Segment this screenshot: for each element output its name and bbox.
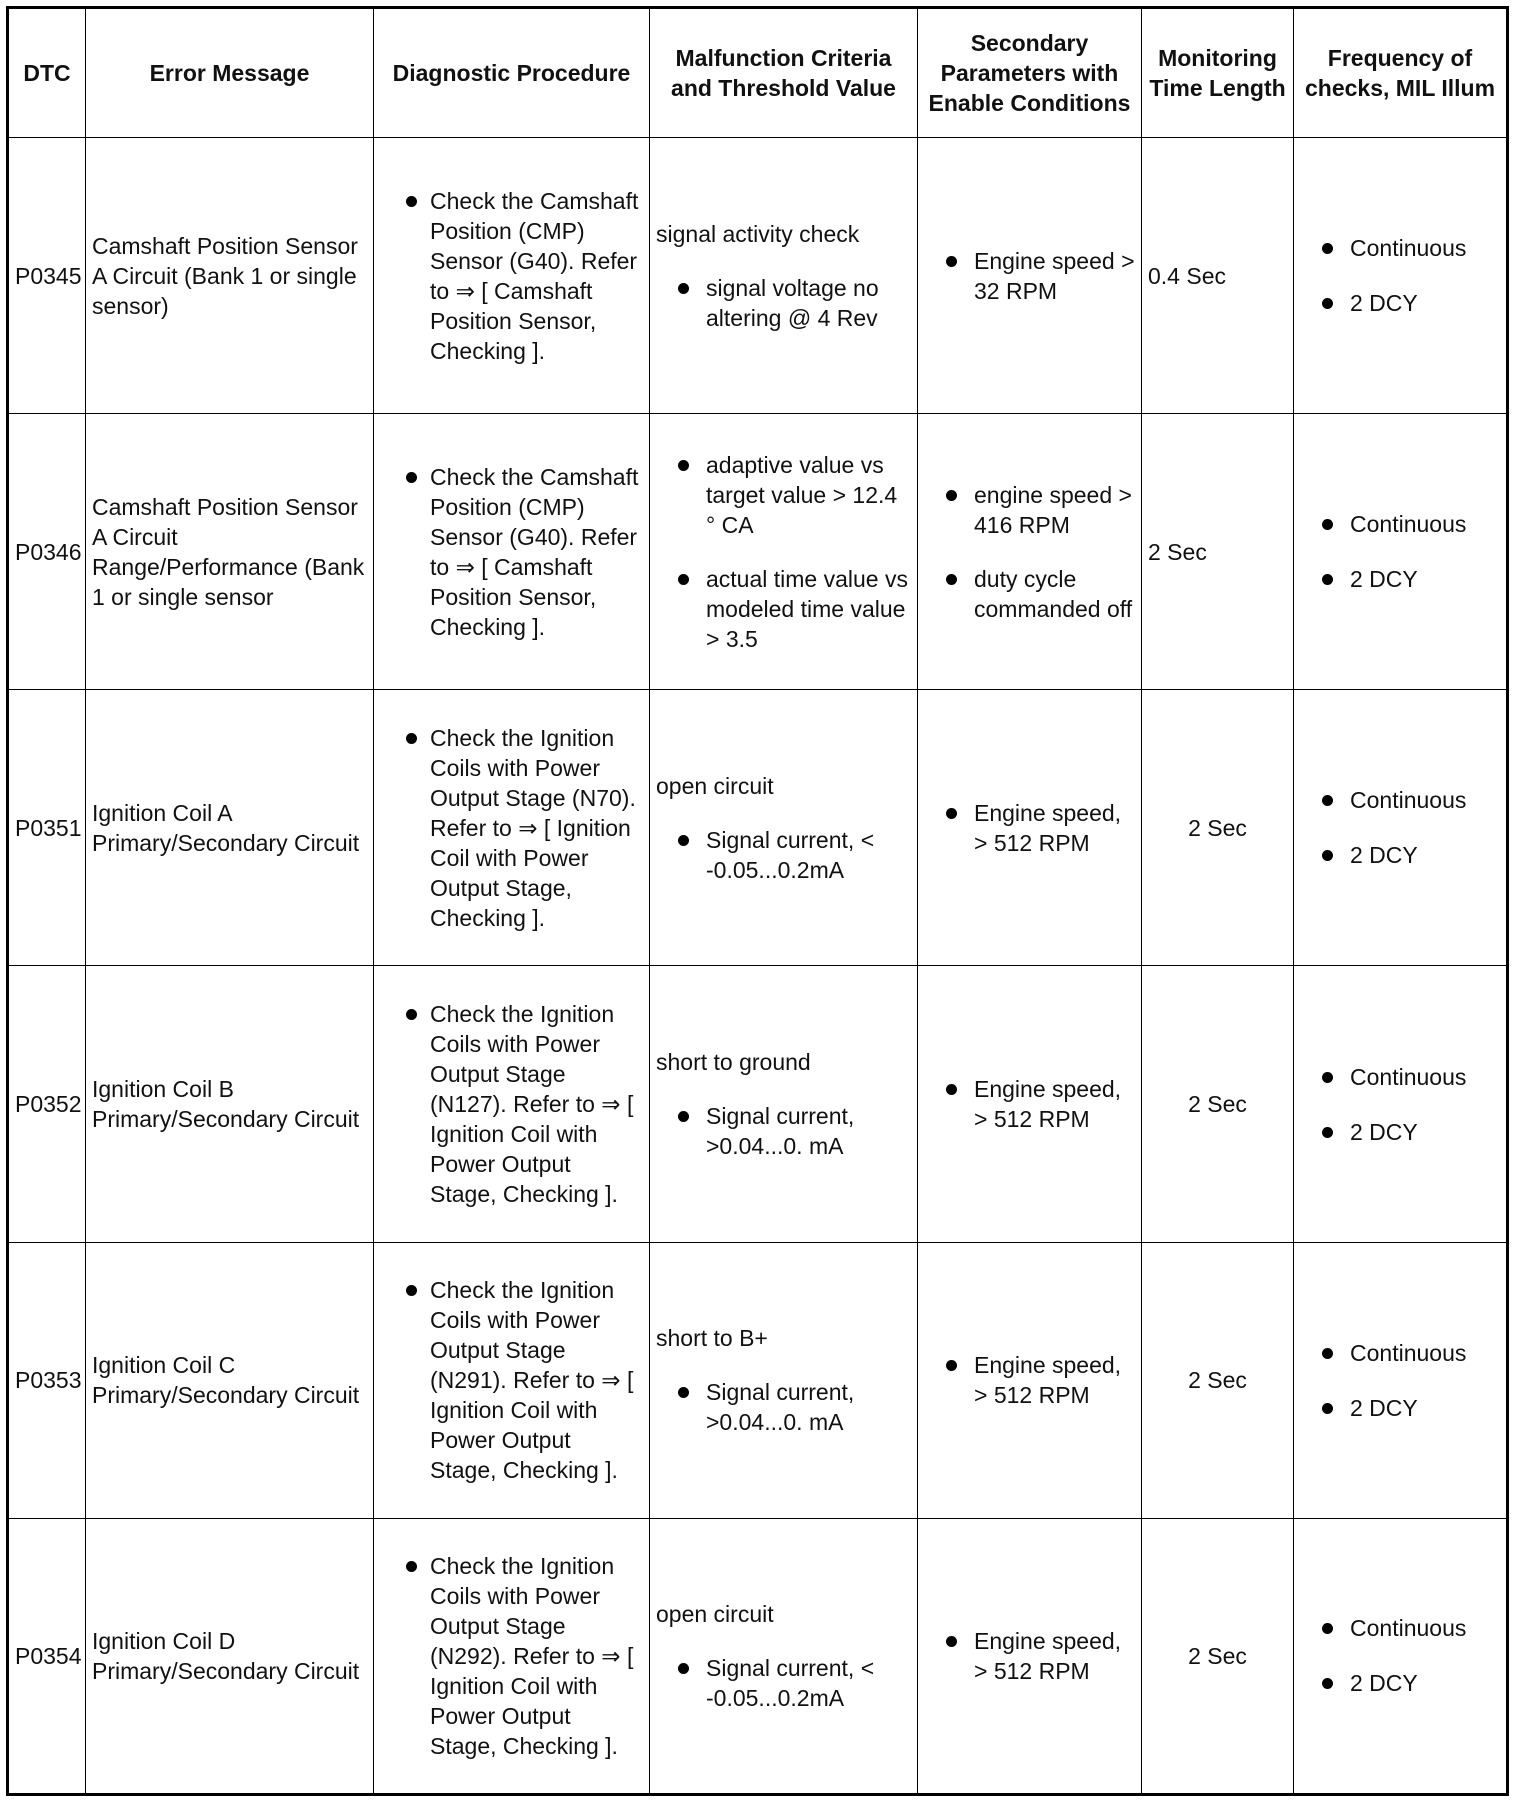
diagnostic-procedure [374, 1242, 650, 1518]
frequency-item: Continuous [1300, 509, 1500, 539]
procedure-item: Check the Ignition Coils with Power Output Stage (N127). Refer to ⇒ [ Ignition Coil with Power Output Stage, Checking ]. [380, 999, 643, 1209]
secondary-parameters [918, 414, 1142, 690]
monitoring-time: 2 Sec [1142, 690, 1294, 966]
header-frequency: Frequency of checks, MIL Illum [1294, 8, 1508, 138]
frequency-item: 2 DCY [1300, 288, 1500, 318]
diagnostic-procedure [374, 138, 650, 414]
header-secondary-parameters: Secondary Parameters with Enable Conditions [918, 8, 1142, 138]
monitoring-time: 2 Sec [1142, 966, 1294, 1242]
table-row [8, 138, 1508, 414]
frequency-item: 2 DCY [1300, 1117, 1500, 1147]
frequency [1294, 414, 1508, 690]
error-message: Ignition Coil C Primary/Secondary Circuit [86, 1242, 374, 1518]
procedure-item: Check the Camshaft Position (CMP) Sensor (G40). Refer to ⇒ [ Camshaft Position Sensor, Checking ]. [380, 186, 643, 366]
frequency-item: Continuous [1300, 785, 1500, 815]
table-row [8, 414, 1508, 690]
diagnostic-procedure [374, 414, 650, 690]
criteria-item: Signal current, < -0.05...0.2mA [656, 1653, 911, 1713]
diagnostic-procedure [374, 690, 650, 966]
malfunction-criteria [650, 414, 918, 690]
procedure-item: Check the Ignition Coils with Power Output Stage (N291). Refer to ⇒ [ Ignition Coil with Power Output Stage, Checking ]. [380, 1275, 643, 1485]
criteria-item: Signal current, < -0.05...0.2mA [656, 825, 911, 885]
header-row [8, 8, 1508, 138]
frequency-item: 2 DCY [1300, 840, 1500, 870]
secondary-item: engine speed > 416 RPM [924, 480, 1135, 540]
dtc-code: P0345 [8, 138, 86, 414]
table-row [8, 1242, 1508, 1518]
diagnostic-procedure [374, 1518, 650, 1794]
criteria-title: signal activity check [656, 220, 860, 247]
header-dtc: DTC [8, 8, 86, 138]
malfunction-criteria [650, 966, 918, 1242]
error-message: Camshaft Position Sensor A Circuit (Bank 1 or single sensor) [86, 138, 374, 414]
dtc-code: P0354 [8, 1518, 86, 1794]
monitoring-time: 2 Sec [1142, 1518, 1294, 1794]
criteria-item: actual time value vs modeled time value > 3.5 [656, 564, 911, 654]
malfunction-criteria [650, 1242, 918, 1518]
table-row [8, 1518, 1508, 1794]
malfunction-criteria [650, 138, 918, 414]
error-message: Camshaft Position Sensor A Circuit Range/Performance (Bank 1 or single sensor [86, 414, 374, 690]
frequency [1294, 1242, 1508, 1518]
procedure-item: Check the Ignition Coils with Power Output Stage (N70). Refer to ⇒ [ Ignition Coil with Power Output Stage, Checking ]. [380, 723, 643, 933]
frequency [1294, 1518, 1508, 1794]
secondary-item: Engine speed, > 512 RPM [924, 798, 1135, 858]
frequency-item: 2 DCY [1300, 1668, 1500, 1698]
criteria-title: open circuit [656, 772, 774, 799]
monitoring-time: 2 Sec [1142, 414, 1294, 690]
procedure-item: Check the Camshaft Position (CMP) Sensor (G40). Refer to ⇒ [ Camshaft Position Sensor, Checking ]. [380, 462, 643, 642]
frequency-item: Continuous [1300, 233, 1500, 263]
header-diagnostic-procedure: Diagnostic Procedure [374, 8, 650, 138]
frequency [1294, 966, 1508, 1242]
frequency-item: 2 DCY [1300, 564, 1500, 594]
criteria-item: Signal current, >0.04...0. mA [656, 1377, 911, 1437]
frequency-item: Continuous [1300, 1062, 1500, 1092]
frequency [1294, 138, 1508, 414]
header-error-message: Error Message [86, 8, 374, 138]
criteria-item: signal voltage no altering @ 4 Rev [656, 273, 911, 333]
secondary-item: Engine speed, > 512 RPM [924, 1350, 1135, 1410]
monitoring-time: 0.4 Sec [1142, 138, 1294, 414]
frequency-item: Continuous [1300, 1338, 1500, 1368]
diagnostic-procedure [374, 966, 650, 1242]
error-message: Ignition Coil B Primary/Secondary Circuit [86, 966, 374, 1242]
monitoring-time: 2 Sec [1142, 1242, 1294, 1518]
malfunction-criteria [650, 690, 918, 966]
criteria-item: adaptive value vs target value > 12.4 ° CA [656, 450, 911, 540]
criteria-title: open circuit [656, 1600, 774, 1627]
secondary-parameters [918, 138, 1142, 414]
dtc-code: P0351 [8, 690, 86, 966]
secondary-item: duty cycle commanded off [924, 564, 1135, 624]
criteria-item: Signal current, >0.04...0. mA [656, 1101, 911, 1161]
table-row [8, 966, 1508, 1242]
frequency-item: 2 DCY [1300, 1393, 1500, 1423]
dtc-table [6, 6, 1509, 1796]
secondary-item: Engine speed > 32 RPM [924, 246, 1135, 306]
dtc-code: P0352 [8, 966, 86, 1242]
error-message: Ignition Coil D Primary/Secondary Circuit [86, 1518, 374, 1794]
header-malfunction-criteria: Malfunction Criteria and Threshold Value [650, 8, 918, 138]
secondary-item: Engine speed, > 512 RPM [924, 1626, 1135, 1686]
dtc-code: P0346 [8, 414, 86, 690]
dtc-code: P0353 [8, 1242, 86, 1518]
error-message: Ignition Coil A Primary/Secondary Circuit [86, 690, 374, 966]
header-monitoring-time: Monitoring Time Length [1142, 8, 1294, 138]
secondary-item: Engine speed, > 512 RPM [924, 1074, 1135, 1134]
secondary-parameters [918, 690, 1142, 966]
malfunction-criteria [650, 1518, 918, 1794]
secondary-parameters [918, 966, 1142, 1242]
table-row [8, 690, 1508, 966]
criteria-title: short to ground [656, 1049, 811, 1076]
secondary-parameters [918, 1518, 1142, 1794]
criteria-title: short to B+ [656, 1325, 768, 1352]
frequency-item: Continuous [1300, 1613, 1500, 1643]
frequency [1294, 690, 1508, 966]
procedure-item: Check the Ignition Coils with Power Output Stage (N292). Refer to ⇒ [ Ignition Coil with Power Output Stage, Checking ]. [380, 1551, 643, 1761]
secondary-parameters [918, 1242, 1142, 1518]
